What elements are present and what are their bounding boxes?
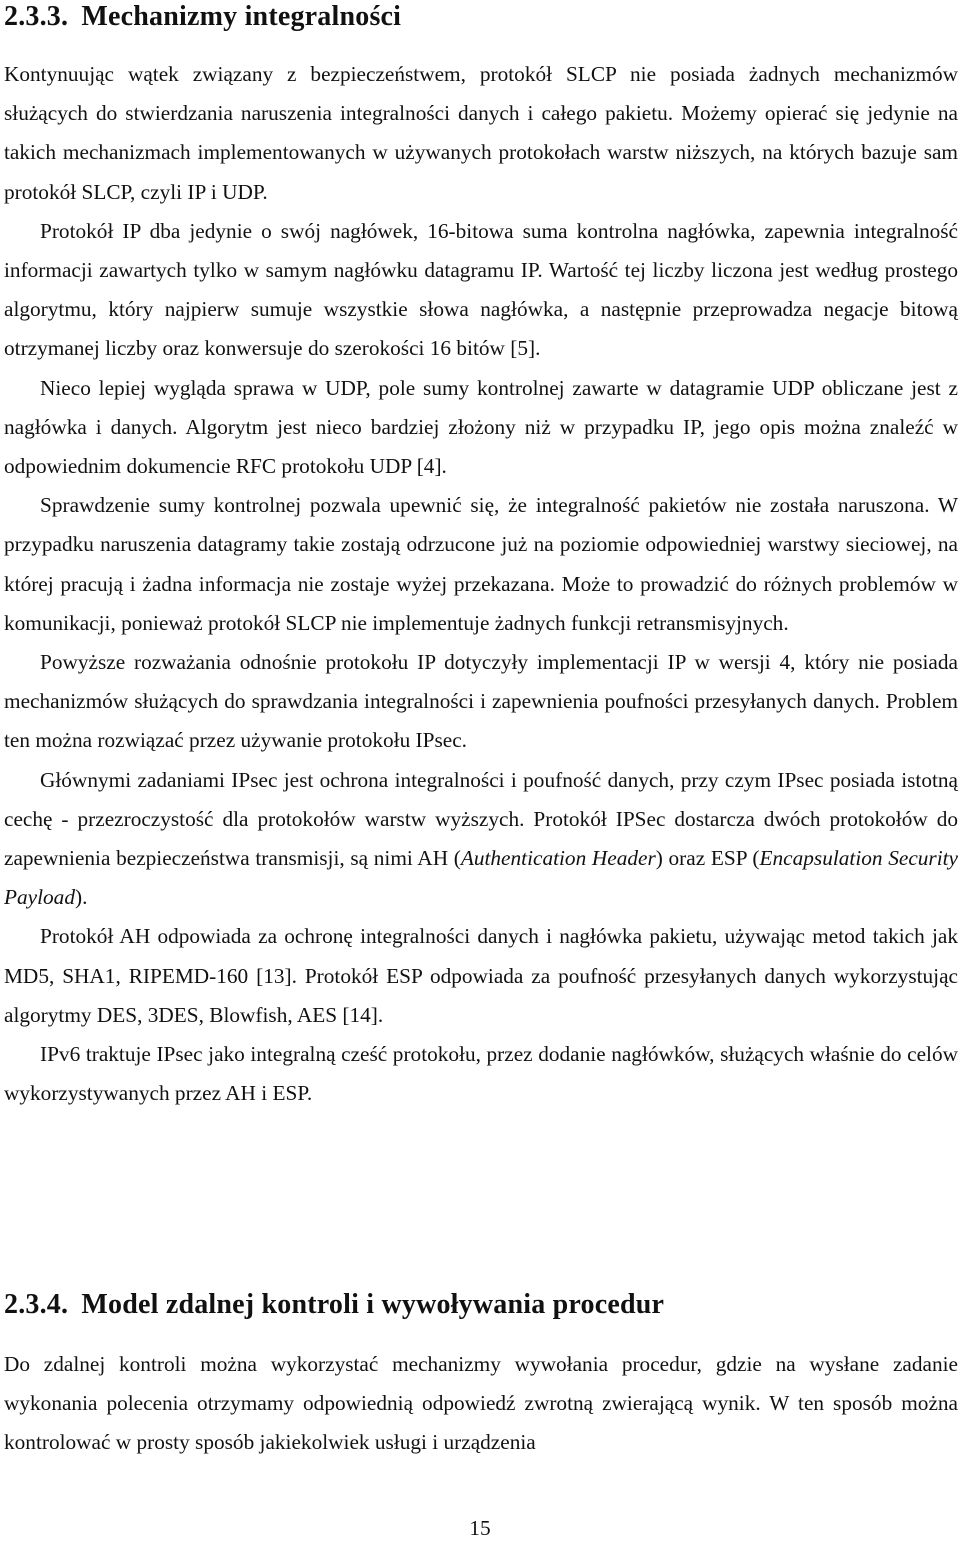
section-body <box>4 1345 958 1463</box>
esp-full-name: Encapsulation Security Payload <box>4 846 958 910</box>
section-heading <box>4 0 401 34</box>
paragraph <box>4 761 958 918</box>
section-title: Model zdalnej kontroli i wywoływania procedur <box>81 1289 665 1320</box>
paragraph: Protokół IP dba jedynie o swój nagłówek, 16-bitowa suma kontrolna nagłówka, zapewnia integralność informacji zawartych tylko w samym nagłówku datagramu IP. Wartość tej liczby liczona jest według prostego algorytmu, który najpierw sumuje wszystkie słowa nagłówka, a następnie przeprowadza negacje bitową otrzymanej liczby oraz konwersuje do szerokości 16 bitów [5]. <box>4 218 958 361</box>
paragraph: Nieco lepiej wygląda sprawa w UDP, pole sumy kontrolnej zawarte w datagramie UDP obliczane jest z nagłówka i danych. Algorytm jest nieco bardziej złożony niż w przypadku IP, jego opis można znaleźć w odpowiednim dokumencie RFC protokołu UDP [4]. <box>4 375 958 479</box>
paragraph-text: ). <box>74 885 88 910</box>
ah-full-name: Authentication Header <box>460 846 656 871</box>
paragraph: IPv6 traktuje IPsec jako integralną cześć protokołu, przez dodanie nagłówków, służących właśnie do celów wykorzystywanych przez AH i ESP. <box>4 1042 958 1106</box>
paragraph: Kontynuując wątek związany z bezpieczeństwem, protokół SLCP nie posiada żadnych mechanizmów służących do stwierdzania naruszenia integralności danych i całego pakietu. Możemy opierać się jedynie na takich mechanizmach implementowanych w używanych protokołach warstw niższych, na których bazuje sam protokół SLCP, czyli IP i UDP. <box>4 62 958 204</box>
paragraph-text: ) oraz ESP ( <box>655 846 760 871</box>
section-heading <box>4 1288 664 1322</box>
paragraph: Sprawdzenie sumy kontrolnej pozwala upewnić się, że integralność pakietów nie została naruszona. W przypadku naruszenia datagramy takie zostają odrzucone już na poziomie odpowiedniej warstwy sieciowej, na której pracują i żadna informacja nie zostaje wyżej przekazana. Może to prowadzić do różnych problemów w komunikacji, ponieważ protokół SLCP nie implementuje żadnych funkcji retransmisyjnych. <box>4 493 958 635</box>
page-number: 15 <box>469 1516 491 1540</box>
section-number: 2.3.4. <box>4 1289 69 1320</box>
section-title: Mechanizmy integralności <box>81 1 402 32</box>
paragraph: Protokół AH odpowiada za ochronę integralności danych i nagłówka pakietu, używając metod takich jak MD5, SHA1, RIPEMD-160 [13]. Protokół ESP odpowiada za poufność przesyłanych danych wykorzystując algorytmy DES, 3DES, Blowfish, AES [14]. <box>4 924 958 1027</box>
paragraph: Do zdalnej kontroli można wykorzystać mechanizmy wywołania procedur, gdzie na wysłane zadanie wykonania polecenia otrzymamy odpowiednią odpowiedź zwrotną zwierającą wynik. W ten sposób można kontrolować w prosty sposób jakiekolwiek usługi i urządzenia <box>4 1352 958 1455</box>
paragraph: Powyższe rozważania odnośnie protokołu IP dotyczyły implementacji IP w wersji 4, który nie posiada mechanizmów służących do sprawdzania integralności i zapewnienia poufności przesyłanych danych. Problem ten można rozwiązać przez używanie protokołu IPsec. <box>4 650 958 753</box>
paragraph-text: Głównymi zadaniami IPsec jest ochrona integralności i poufność danych, przy czym IPsec posiada istotną cechę - przezroczystość dla protokołów warstw wyższych. Protokół IPSec dostarcza dwóch protokołów do zapewnienia bezpieczeństwa transmisji, są nimi AH ( <box>4 767 958 871</box>
section-body <box>4 55 958 1113</box>
section-number: 2.3.3. <box>4 1 69 32</box>
